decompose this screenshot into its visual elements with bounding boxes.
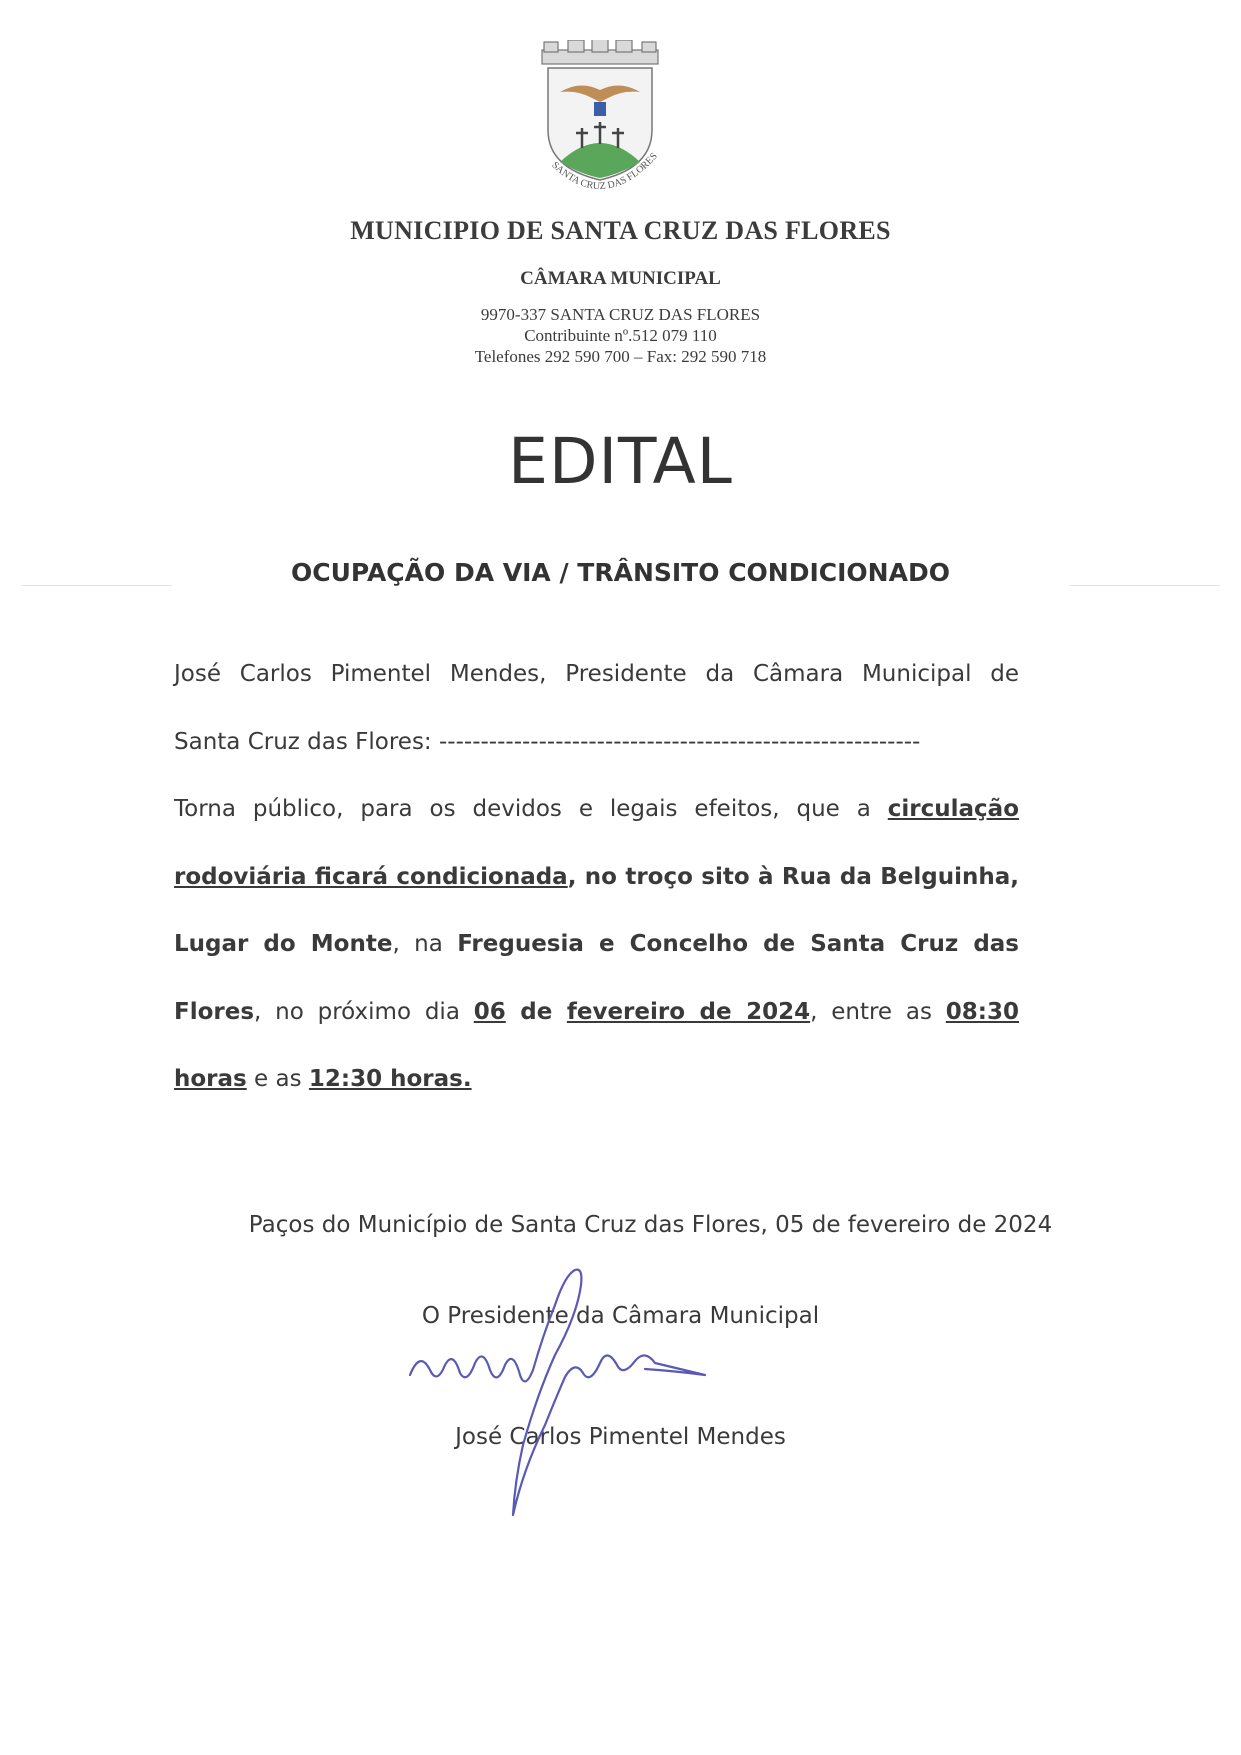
text-street: Rua da Belguinha, Lugar do Monte: [174, 863, 1019, 957]
text-start-time: 08:30 horas: [174, 998, 1020, 1092]
council-name: CÂMARA MUNICIPAL: [520, 268, 721, 289]
municipal-crest: [530, 40, 670, 205]
signatory-name: José Carlos Pimentel Mendes: [455, 1424, 786, 1450]
text-intro: Torna público, para os devidos e legais efeitos, que a: [174, 796, 888, 822]
text-de: de: [505, 998, 567, 1025]
text-circulation: circulação rodoviária ficará condicionada: [174, 796, 1019, 890]
text-e: e as: [246, 1066, 309, 1092]
text-na: , na: [392, 931, 458, 957]
handwritten-signature: [405, 1265, 725, 1525]
body-paragraph-2: [174, 776, 1019, 1114]
dash-filler: ----------------------------------------------------------: [439, 728, 921, 755]
text-day-intro: , no próximo dia: [254, 998, 474, 1025]
postal-address: 9970-337 SANTA CRUZ DAS FLORES: [480, 305, 761, 324]
municipality-name: MUNICIPIO DE SANTA CRUZ DAS FLORES: [350, 216, 891, 245]
text-entre: , entre as: [810, 998, 946, 1025]
body-line-2: [174, 709, 1019, 777]
notice-body: [174, 641, 1019, 1114]
text-day: 06: [473, 998, 506, 1025]
crest-emblem: [530, 40, 670, 205]
body-line-1: José Carlos Pimentel Mendes, Presidente da Câmara Municipal de: [174, 661, 1019, 687]
notice-subject: OCUPAÇÃO DA VIA / TRÂNSITO CONDICIONADO: [291, 558, 950, 587]
text-troco: , no troço sito à: [567, 863, 782, 890]
phone-fax: Telefones 292 590 700 – Fax: 292 590 718: [474, 347, 767, 366]
text-month-year: fevereiro de 2024: [566, 998, 811, 1025]
text-end-time: 12:30 horas.: [308, 1066, 472, 1092]
text-parish: Freguesia e Concelho de Santa Cruz das Flores: [174, 931, 1019, 1025]
document-title: EDITAL: [508, 425, 733, 498]
signatory-role: O Presidente da Câmara Municipal: [421, 1303, 820, 1329]
place-and-date: Paços do Município de Santa Cruz das Flores, 05 de fevereiro de 2024: [248, 1212, 1053, 1238]
crest-motto: SANTA CRUZ DAS FLORES: [549, 150, 660, 193]
body-line-2-text: Santa Cruz das Flores:: [174, 728, 439, 755]
taxpayer-number: Contribuinte nº.512 079 110: [524, 326, 717, 345]
